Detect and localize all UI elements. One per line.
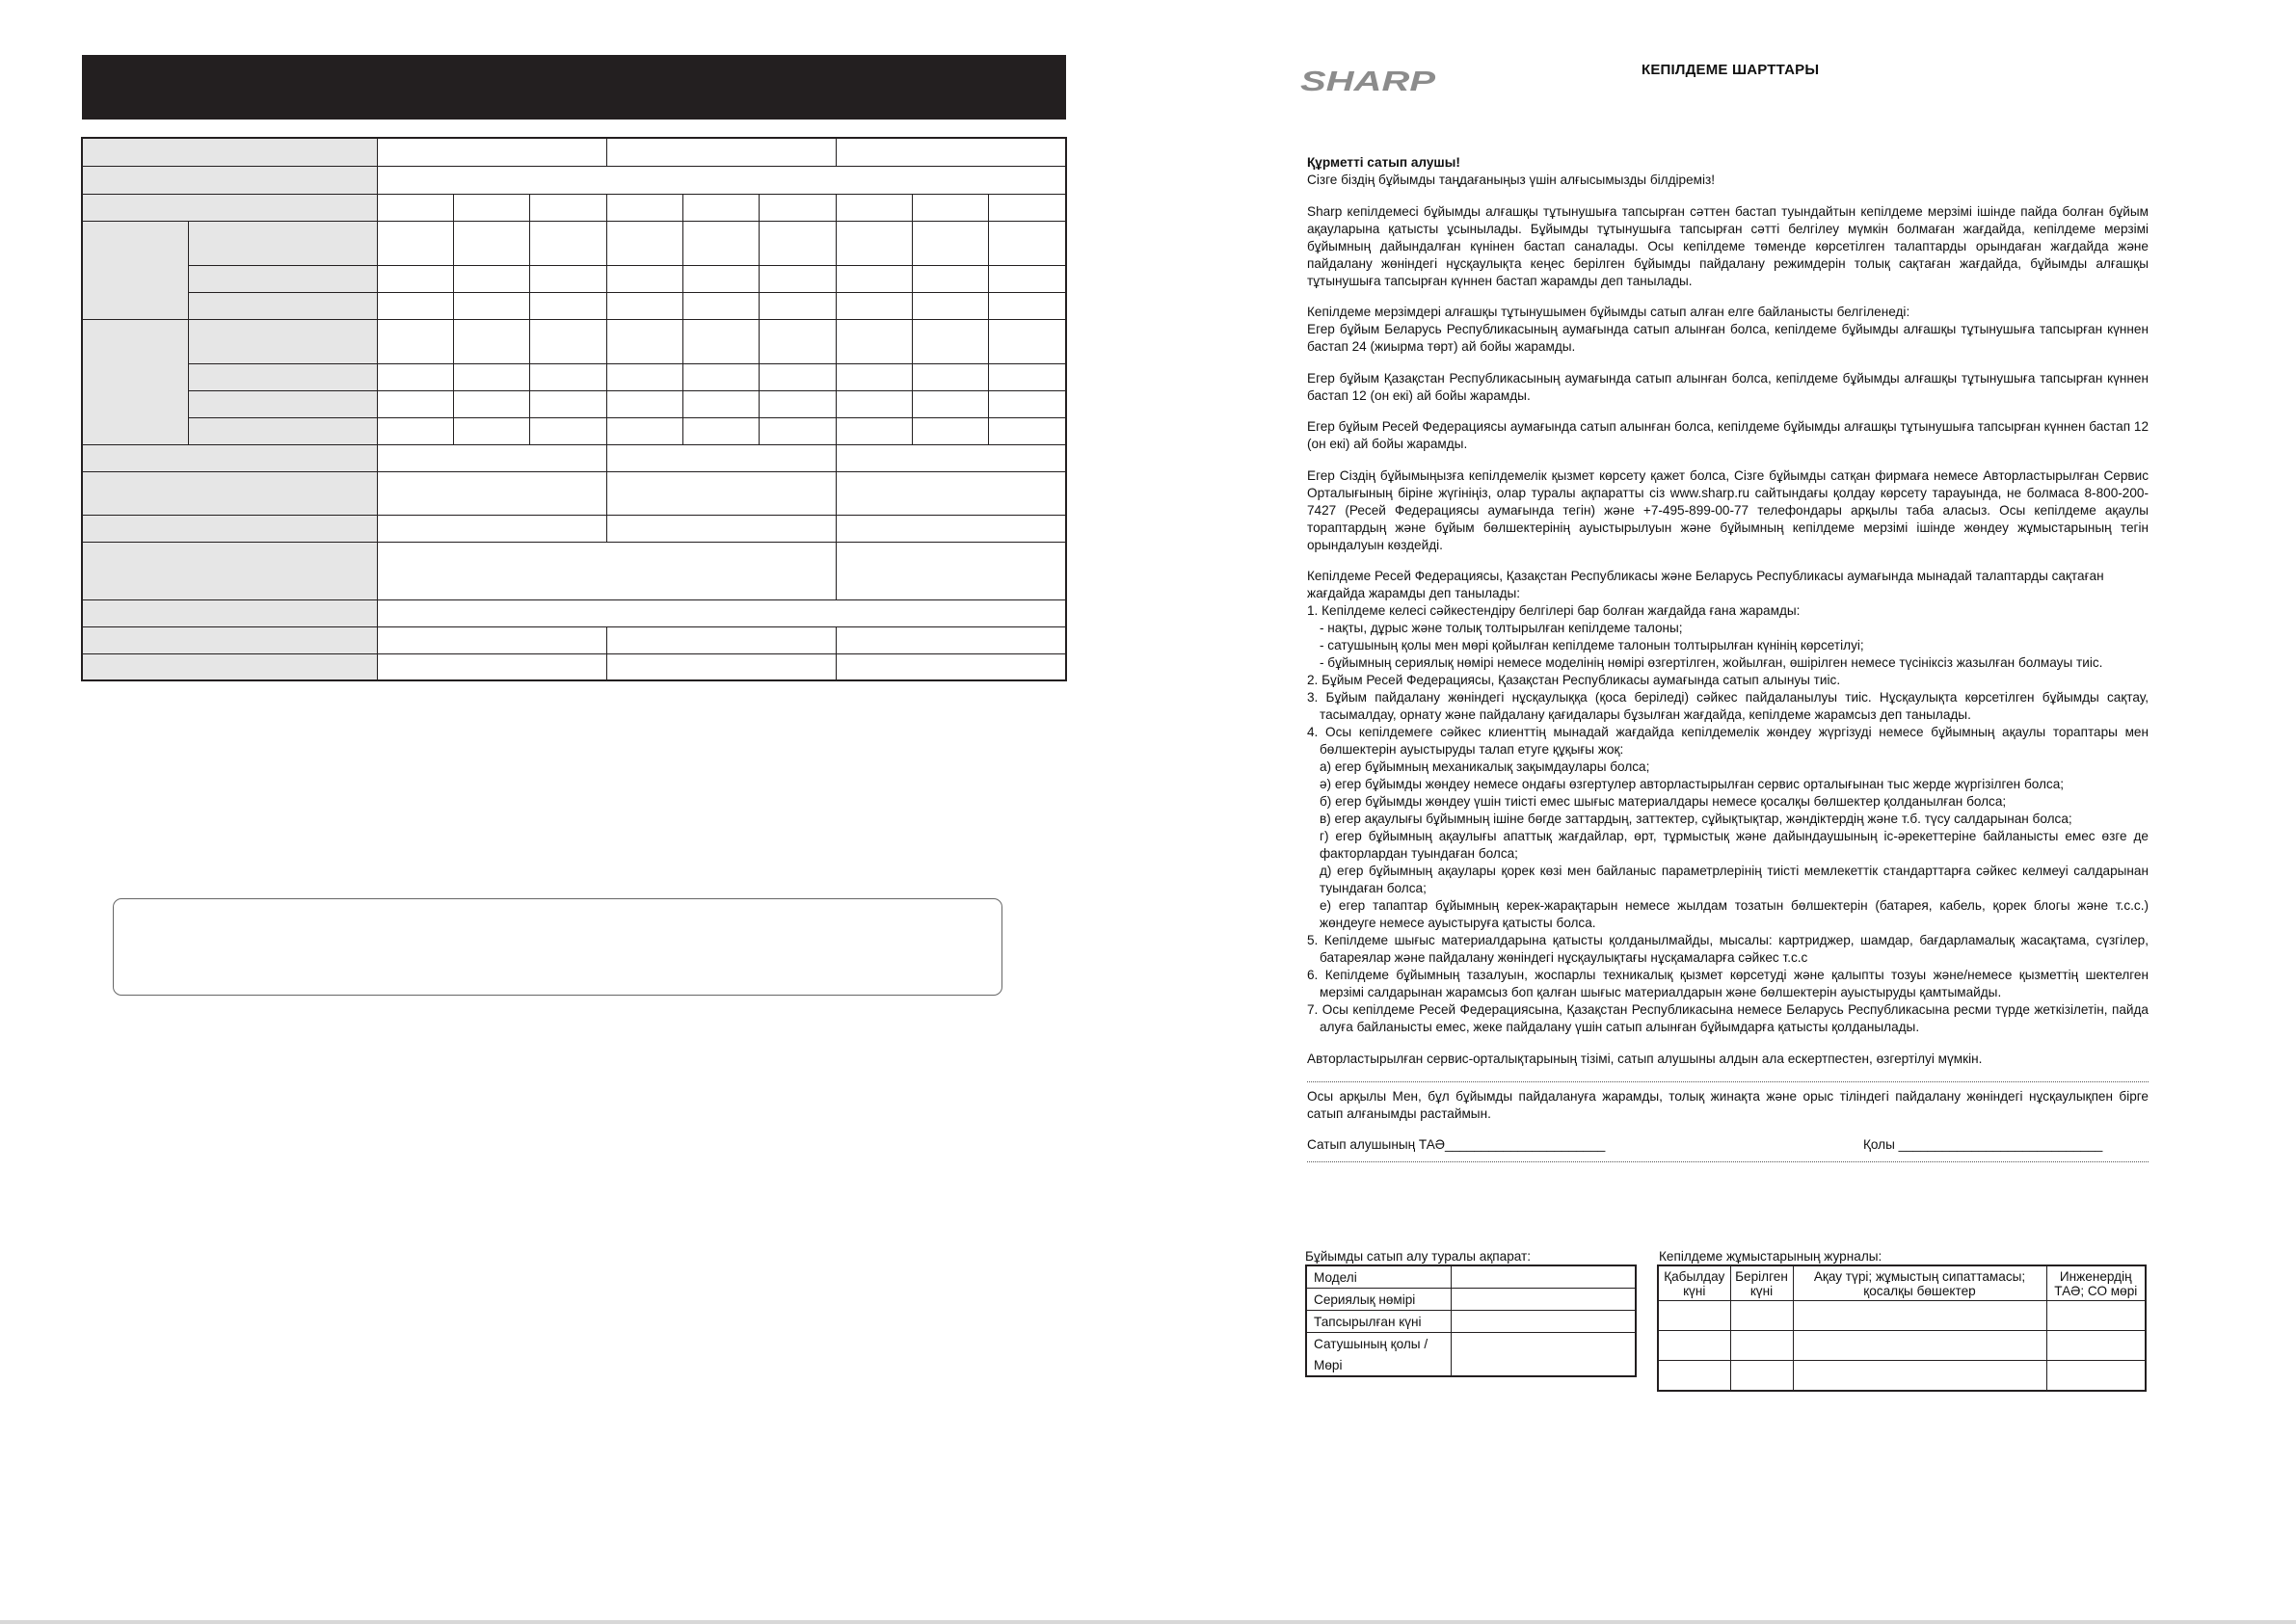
paragraph-belarus: Егер бұйым Беларусь Республикасының аумағында сатып алынған болса, кепілдеме бұйымды алғашқы тұтынушыға тапсырған күннен бастап 24 (жиырма төрт) ай бойы жарамды. (1307, 322, 2149, 354)
service-list-note: Авторластырылған сервис-орталықтарының тізімі, сатып алушыны алдын ала ескертпестен, өзгертілуі мүмкін. (1307, 1051, 1983, 1066)
greeting: Құрметті сатып алушы! (1307, 155, 1460, 170)
spec-row (82, 444, 1066, 471)
condition-4g: е) егер тапаптар бұйымның керек-жарақтарын немесе жылдам тозатын бөлшектерін (батарея, кабель, қорек блогы және т.с.с.) жөндеуге немесе ауыстыруға қатысты болса. (1320, 898, 2149, 930)
condition-4d: в) егер ақаулығы бұйымның ішіне бөгде заттардың, заттектер, сұйықтықтар, жәндіктердің және т.б. түсу салдарынан болса; (1320, 812, 2072, 826)
paragraph-service: Егер Сіздің бұйымыңызға кепілдемелік қызмет көрсету қажет болса, Сізге бұйымды сатқан фирмаға немесе Авторластырылған Сервис Орталығының біріне жүгініңіз, олар туралы ақпаратты сіз www.sharp.ru сайтындағы қолдау көрсету тарауында, не болмаса 8-800-200-7427 (Ресей Федерациясы аумағында тегін) және +7-495-899-00-77 телефондары арқылы таба аласыз. Осы кепілдеме ақаулы тораптардың және бұйым бөлшектерінің ауыстырылуын және бұйымның кепілдеме мерзімі ішінде жөндеу жұмыстарының тегін орындалуын көздейді. (1307, 467, 2149, 552)
purchase-label-date: Тапсырылған күні (1306, 1311, 1452, 1333)
dotted-separator (1307, 1081, 2149, 1082)
condition-1b: - сатушының қолы мен мөрі қойылған кепілдеме талонын толтырылған күнінің көрсетілуі; (1320, 638, 1864, 652)
purchase-value-date[interactable] (1452, 1311, 1637, 1333)
spec-row (82, 626, 1066, 653)
log-col-received: Қабылдау күні (1658, 1265, 1730, 1301)
log-cell[interactable] (1658, 1361, 1730, 1392)
page-bottom-edge (0, 1620, 2296, 1624)
thanks-text: Сізге біздің бұйымды таңдағаныңыз үшін алғысымызды білдіреміз! (1307, 173, 1716, 187)
log-cell[interactable] (1793, 1301, 2046, 1331)
condition-1: 1. Кепілдеме келесі сәйкестендіру белгілері бар болған жағдайда ғана жарамды: (1307, 603, 1801, 618)
condition-3: 3. Бұйым пайдалану жөніндегі нұсқаулыққа (қоса беріледі) сәйкес пайдаланылуы тиіс. Нұсқаулықта көрсетілген бұйымды сақтау, тасымалдау, орнату және пайдалану қағидалары бұзылған жағдайда, кепілдеме жарамсыз деп танылады. (1307, 690, 2149, 722)
spec-row (82, 265, 1066, 292)
condition-4e: г) егер бұйымның ақаулығы апаттық жағдайлар, өрт, тұрмыстық және дайындаушының іс-әрекеттеріне байланысты емес өзге де факторлардан туындаған болса; (1320, 829, 2149, 861)
condition-7: 7. Осы кепілдеме Ресей Федерациясына, Қазақстан Республикасына немесе Беларусь Республикасына ресми түрде жеткізілетін, пайда алуға байланысты емес, жеке пайдалану үшін сатып алынған бұйымдарға қатысты қолданылады. (1307, 1002, 2149, 1034)
table-row (1306, 1289, 1636, 1311)
condition-4b: ә) егер бұйымды жөндеу немесе ондағы өзгертулер авторластырылған сервис орталығынан тыс жерде жүргізілген болса; (1320, 777, 2065, 791)
condition-1a: - нақты, дұрыс және толық толтырылған кепілдеме талоны; (1320, 621, 1683, 635)
condition-2: 2. Бұйым Ресей Федерациясы, Қазақстан Республикасы аумағында сатып алынуы тиіс. (1307, 673, 1841, 687)
table-row (1306, 1265, 1636, 1289)
spec-row (82, 515, 1066, 542)
table-row (1306, 1311, 1636, 1333)
log-cell[interactable] (1793, 1361, 2046, 1392)
spec-table (81, 137, 1067, 681)
condition-1c: - бұйымның сериялық нөмірі немесе моделінің нөмірі өзгертілген, жойылған, өшірілген немесе түсініксіз жазылған болмауы тиіс. (1320, 655, 2103, 670)
paragraph-kazakhstan: Егер бұйым Қазақстан Республикасының аумағында сатып алынған болса, кепілдеме бұйымды алғашқы тұтынушыға тапсырған күннен бастап 12 (он екі) ай бойы жарамды. (1307, 370, 2149, 403)
spec-row (82, 599, 1066, 626)
purchase-value-serial[interactable] (1452, 1289, 1637, 1311)
sharp-logo-text: SHARP (1300, 67, 1436, 95)
condition-4f: д) егер бұйымның ақаулары қорек көзі мен байланыс параметрлерінің тиісті мемлекеттік стандарттарға сәйкес келмеуі салдарынан туындаған болса; (1320, 864, 2149, 895)
purchase-value-model[interactable] (1452, 1265, 1637, 1289)
log-col-defect: Ақау түрі; жұмыстың сипаттамасы; қосалқы бөшектер (1793, 1265, 2046, 1301)
spec-row (82, 471, 1066, 515)
warranty-body (1307, 154, 2149, 1168)
confirmation-text: Осы арқылы Мен, бұл бұйымды пайдалануға жарамды, толық жинақта және орыс тіліндегі пайдалану жөніндегі нұсқаулықпен бірге сатып алғанымды растаймын. (1307, 1088, 2149, 1121)
work-log-table (1657, 1265, 2147, 1392)
spec-row (82, 166, 1066, 194)
log-cell[interactable] (1658, 1301, 1730, 1331)
purchase-label-serial: Сериялық нөмірі (1306, 1289, 1452, 1311)
log-cell[interactable] (2046, 1301, 2146, 1331)
dotted-separator (1307, 1161, 2149, 1162)
log-cell[interactable] (2046, 1331, 2146, 1361)
spec-row (82, 542, 1066, 599)
log-cell[interactable] (1730, 1331, 1793, 1361)
spec-row (82, 363, 1066, 390)
log-col-issued: Берілген күні (1730, 1265, 1793, 1301)
sharp-logo (1300, 67, 1437, 95)
work-log-heading: Кепілдеме жұмыстарының журналы: (1659, 1249, 1882, 1264)
paragraph-russia: Егер бұйым Ресей Федерациясы аумағында сатып алынған болса, кепілдеме бұйымды алғашқы тұтынушыға тапсырған күннен бастап 12 (он екі) ай бойы жарамды. (1307, 419, 2149, 451)
table-row (1658, 1301, 2146, 1331)
purchase-label-stamp: Мөрі (1306, 1354, 1452, 1376)
spec-row (82, 417, 1066, 444)
purchase-value-seller[interactable] (1452, 1333, 1637, 1377)
table-row (1658, 1361, 2146, 1392)
log-col-engineer: Инженердің ТАӘ; СО мөрі (2046, 1265, 2146, 1301)
signature-field[interactable]: Қолы ____________________________ (1863, 1137, 2103, 1152)
spec-row (82, 390, 1066, 417)
table-header-row (1658, 1265, 2146, 1301)
paragraph-conditions: Кепілдеме Ресей Федерациясы, Қазақстан Республикасы және Беларусь Республикасы аумағында мынадай талаптарды сақтаған жағдайда жарамды деп танылады: (1307, 569, 2104, 600)
spec-row (82, 194, 1066, 221)
table-row (1306, 1333, 1636, 1355)
signature-row (1307, 1136, 2149, 1154)
condition-4: 4. Осы кепілдемеге сәйкес клиенттің мынадай жағдайда кепілдемелік жөндеу жүргізуді немесе бұйымның ақаулы тораптары мен бөлшектерін ауыстыруды талап етуге құқығы жоқ: (1307, 725, 2149, 757)
log-cell[interactable] (1793, 1331, 2046, 1361)
document-title: КЕПІЛДЕМЕ ШАРТТАРЫ (1642, 62, 1820, 78)
spec-row (82, 319, 1066, 363)
condition-4c: б) егер бұйымды жөндеу үшін тиісті емес шығыс материалдары немесе қосалқы бөлшектер қолданылған болса; (1320, 794, 2007, 809)
log-cell[interactable] (2046, 1361, 2146, 1392)
paragraph-terms: Кепілдеме мерзімдері алғашқы тұтынушымен бұйымды сатып алған елге байланысты белгіленеді: (1307, 305, 1910, 319)
condition-5: 5. Кепілдеме шығыс материалдарына қатысты қолданылмайды, мысалы: картриджер, шамдар, бағдарламалық жасақтама, сүзгілер, батареялар және пайдалану жөніндегі нұсқаулықтағы нұсқамаларға сәйкес т.с.с (1307, 933, 2149, 965)
spec-row (82, 138, 1066, 166)
spec-row (82, 292, 1066, 319)
purchase-info-heading: Бұйымды сатып алу туралы ақпарат: (1305, 1249, 1532, 1264)
table-row (1658, 1331, 2146, 1361)
spec-row (82, 221, 1066, 265)
spec-note-box (113, 898, 1002, 996)
log-cell[interactable] (1658, 1331, 1730, 1361)
purchase-label-model: Моделі (1306, 1265, 1452, 1289)
log-cell[interactable] (1730, 1301, 1793, 1331)
condition-6: 6. Кепілдеме бұйымның тазалуын, жоспарлы техникалық қызмет көрсетуді және қалыпты тозуы және/немесе қызметтің шектелген мерзімі салдарынан жарамсыз боп қалған шығыс материалдарын және бөлшектерін ауыстыруды қамтымайды. (1307, 968, 2149, 999)
buyer-name-field[interactable]: Сатып алушының ТАӘ______________________ (1307, 1137, 1606, 1152)
spec-header-band (82, 55, 1066, 120)
log-cell[interactable] (1730, 1361, 1793, 1392)
spec-row (82, 653, 1066, 680)
purchase-info-table (1305, 1265, 1637, 1377)
purchase-label-seller-sign: Сатушының қолы / (1306, 1333, 1452, 1355)
condition-4a: а) егер бұйымның механикалық зақымдаулары болса; (1320, 759, 1650, 774)
paragraph-intro: Sharp кепілдемесі бұйымды алғашқы тұтынушыға тапсырған сәттен бастап туындайтын кепілдеме мерзімі ішінде пайда болған бұйым ақауларына қатысты ұсынылады. Бұйымды тұтынушыға тапсырған сәтті белгілеу мүмкін болмаған жағдайда, кепілдеме мерзімі бұйымның дайындалған күнінен бастап саналады. Осы кепілдеме төменде көрсетілген талаптарды орындаған жағдайда және пайдалану жөніндегі нұсқаулықта кеңес берілген бұйымды пайдалану режимдерін толық сақтаған жағдайда, бұйымды алғашқы тұтынушыға тапсырған күннен бастап жарамды деп танылады. (1307, 203, 2149, 288)
